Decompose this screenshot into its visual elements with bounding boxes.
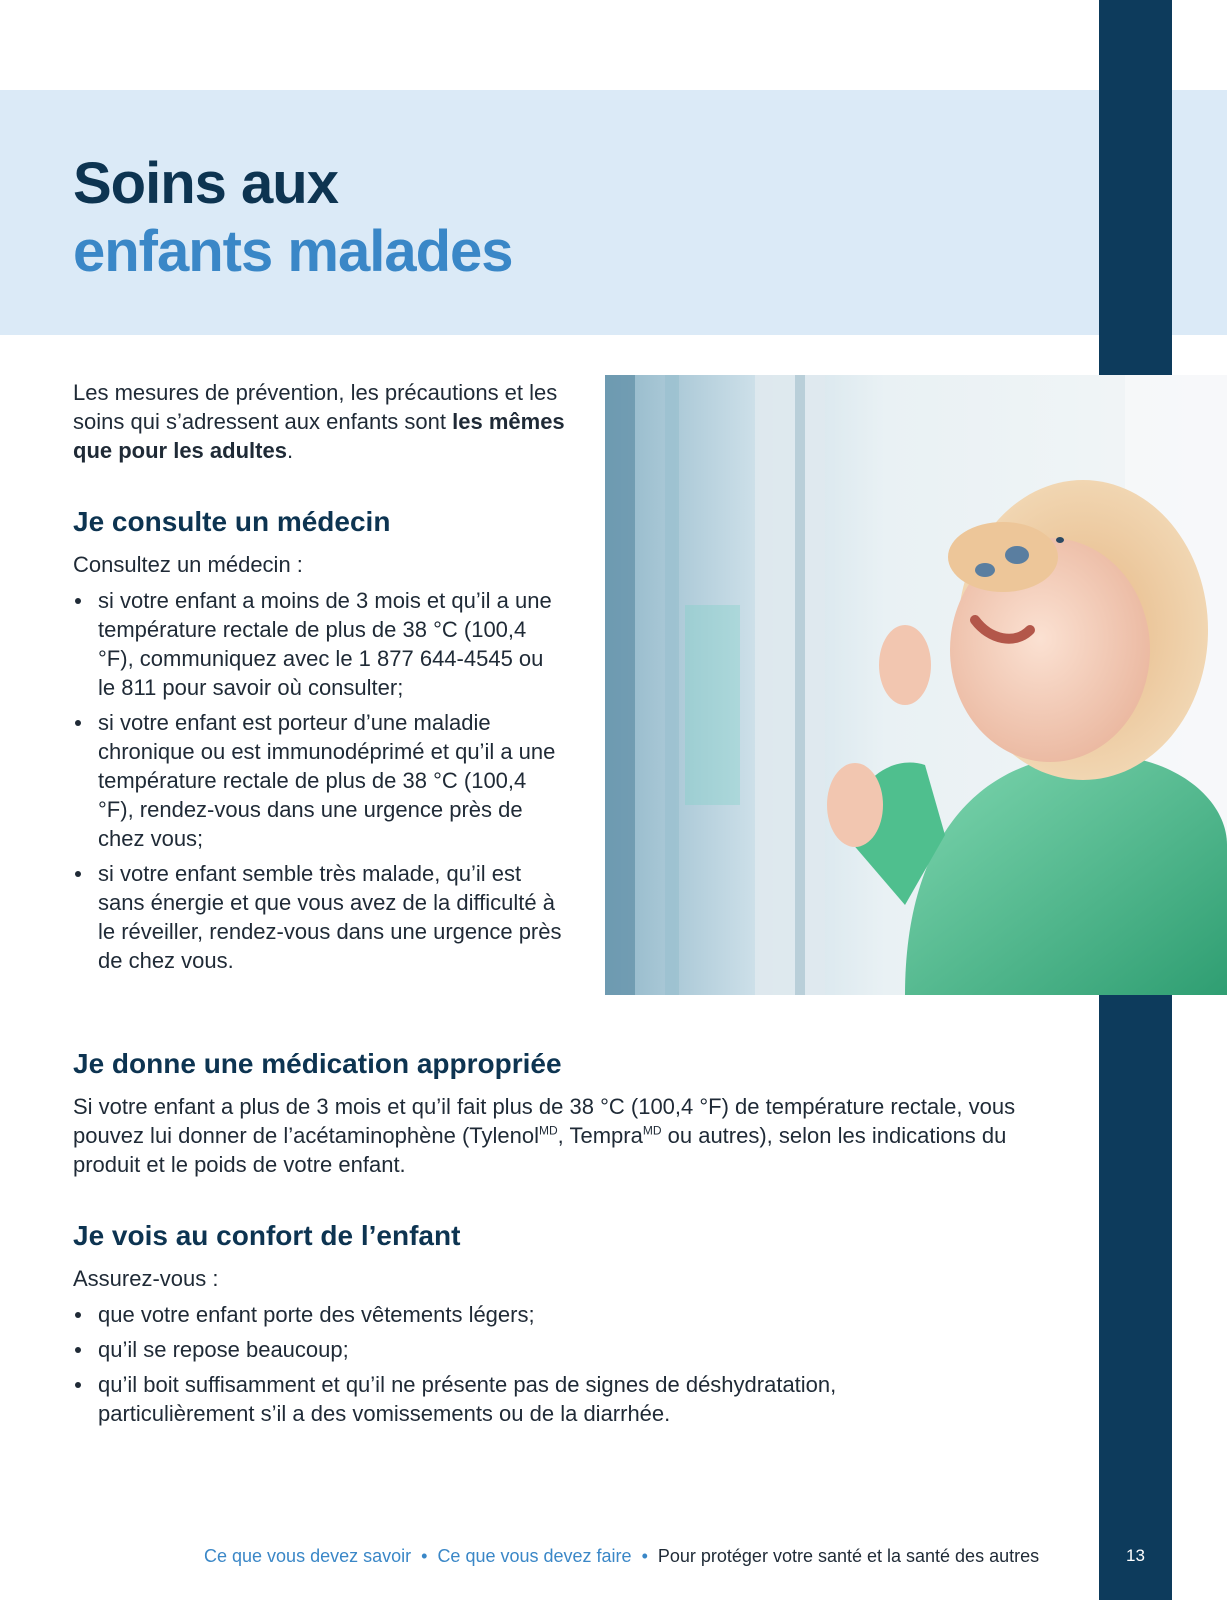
list-item: si votre enfant a moins de 3 mois et qu’il a une température rectale de plus de 38 °C (100,4 °F), communiquez avec le 1 877 644-4545 ou le 811 pour savoir où consulter; — [73, 586, 563, 702]
footer-current-section: Pour protéger votre santé et la santé des autres — [657, 1546, 1040, 1566]
section-lead-comfort: Assurez-vous : — [73, 1266, 219, 1291]
list-item: si votre enfant est porteur d’une maladie chronique ou est immunodéprimé et qu’il a une température rectale de plus de 38 °C (100,4 °F), rendez-vous dans une urgence près de chez vous; — [73, 708, 563, 853]
section-lead-consult: Consultez un médecin : — [73, 552, 303, 577]
footer-link-savoir[interactable]: Ce que vous devez savoir — [204, 1546, 412, 1566]
footer-link-faire[interactable]: Ce que vous devez faire — [437, 1546, 632, 1566]
page-number: 13 — [1126, 1546, 1145, 1565]
medication-text-c: ou autres), selon les indications du produit et le poids de votre enfant. — [73, 1123, 1007, 1177]
intro-text: Les mesures de prévention, les précautions et les soins qui s’adressent aux enfants sont — [73, 380, 558, 434]
child-photo — [605, 375, 1227, 995]
list-item: que votre enfant porte des vêtements légers; — [73, 1300, 973, 1329]
list-item: qu’il se repose beaucoup; — [73, 1335, 973, 1364]
page-title-line1: Soins aux — [73, 151, 338, 216]
page-title-line2: enfants malades — [73, 219, 513, 284]
footer-separator: • — [641, 1546, 648, 1566]
trademark-sup: MD — [642, 1123, 662, 1138]
intro-end: . — [286, 438, 294, 463]
footer-separator: • — [421, 1546, 428, 1566]
list-item: si votre enfant semble très malade, qu’il est sans énergie et que vous avez de la difficulté à le réveiller, rendez-vous dans une urgence près de chez vous. — [73, 859, 563, 975]
medication-paragraph — [73, 1092, 1043, 1179]
comfort-list — [73, 1300, 973, 1434]
consult-list — [73, 586, 563, 981]
section-heading-medication: Je donne une médication appropriée — [73, 1048, 562, 1079]
intro-bold: les mêmes que pour les adultes — [73, 409, 565, 463]
list-item: qu’il boit suffisamment et qu’il ne présente pas de signes de déshydratation, particulièrement s’il a des vomissements ou de la diarrhée. — [73, 1370, 973, 1428]
section-heading-comfort: Je vois au confort de l’enfant — [73, 1220, 461, 1251]
medication-text-b: , Tempra — [557, 1123, 643, 1148]
medication-text-a: Si votre enfant a plus de 3 mois et qu’il fait plus de 38 °C (100,4 °F) de température rectale, vous pouvez lui donner de l’acétaminophène (Tylenol — [73, 1094, 1016, 1148]
trademark-sup: MD — [538, 1123, 558, 1138]
intro-paragraph — [73, 378, 573, 465]
section-heading-consult: Je consulte un médecin — [73, 506, 391, 537]
footer-breadcrumb — [204, 1541, 1039, 1571]
page-title — [73, 150, 513, 286]
